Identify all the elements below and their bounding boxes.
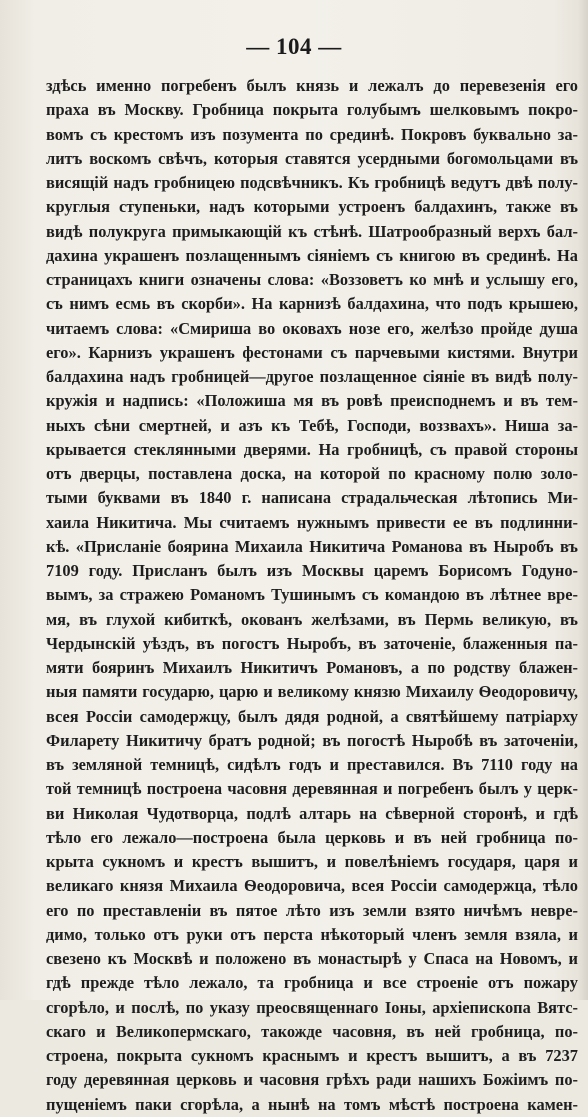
text-line: ви Николая Чудотворца, подлѣ алтарь на сѣверной сторонѣ, и гдѣ xyxy=(46,803,578,823)
text-line: той темницѣ построена часовня деревянная и погребенъ былъ у церк- xyxy=(46,779,578,799)
text-line: его по преставленіи въ пятое лѣто изъ земли взято ничѣмъ невре- xyxy=(46,900,578,920)
text-line: видѣ полукруга примыкающій къ стѣнѣ. Шатрообразный верхъ бал- xyxy=(46,221,578,241)
text-line: 7109 году. Присланъ былъ изъ Москвы царемъ Борисомъ Годуно- xyxy=(46,561,578,580)
page-number: — 104 — xyxy=(246,34,342,59)
text-line: скаго и Великопермскаго, такожде часовня, въ ней гробница, по- xyxy=(46,1021,578,1041)
text-line: строена, покрыта сукномъ краснымъ и крестъ вышитъ, а въ 7237 xyxy=(46,1046,578,1065)
text-line: круглыя ступеньки, надъ которыми устроенъ балдахинъ, также въ xyxy=(46,197,578,217)
text-line: страницахъ книги означены слова: «Воззоветъ ко мнѣ и услышу его, xyxy=(46,270,578,289)
text-line: крывается стеклянными дверями. На гробницѣ, съ правой стороны xyxy=(46,439,578,459)
text-line: тыми буквами въ 1840 г. написана страдальческая лѣтопись Ми- xyxy=(46,488,578,508)
text-line: кружія и надпись: «Положиша мя въ ровѣ преисподнемъ и въ тем- xyxy=(46,391,578,411)
text-line: читаемъ слова: «Смириша во оковахъ нозе его, желѣзо пройде душа xyxy=(46,318,578,338)
text-line: его». Карнизъ украшенъ фестонами съ парчевыми кистями. Внутри xyxy=(46,342,578,362)
text-line: балдахина надъ гробницей—другое позлащенное сіяніе въ видѣ полу- xyxy=(46,367,578,386)
text-line: ныхъ сѣни смертней, и азъ къ Тебѣ, Господи, воззвахъ». Ниша за- xyxy=(46,415,578,435)
text-line: димо, только отъ руки отъ перста нѣкоторый членъ земля взяла, и xyxy=(46,924,578,944)
text-line: мяти бояринъ Михаилъ Никитичъ Романовъ, а по родству блажен- xyxy=(46,658,578,677)
text-line: въ земляной темницѣ, сидѣлъ годъ и преставился. Въ 7110 году на xyxy=(46,755,578,774)
text-line: вомъ съ крестомъ изъ позумента по срединѣ. Покровъ буквально за- xyxy=(46,124,578,144)
text-line: хаила Никитича. Мы считаемъ нужнымъ привести ее въ подлинни- xyxy=(46,512,578,532)
text-line: отъ дверцы, поставлена доска, на которой по красному полю золо- xyxy=(46,464,578,483)
text-line: дахина украшенъ позлащеннымъ сіяніемъ съ книгою въ срединѣ. На xyxy=(46,245,578,265)
text-line: кѣ. «Присланіе боярина Михаила Никитича Романова въ Ныробъ въ xyxy=(46,536,578,556)
text-line: Филарету Никитичу братъ родной; въ погостѣ Ныробѣ въ заточеніи, xyxy=(46,730,578,750)
text-line: мя, въ глухой кибиткѣ, окованъ желѣзами, въ Пермь великую, въ xyxy=(46,609,578,629)
text-line: съ нимъ есмь въ скорби». На карнизѣ балдахина, что подъ крышею, xyxy=(46,294,578,314)
text-line: праха въ Москву. Гробница покрыта голубымъ шелковымъ покро- xyxy=(46,100,578,120)
text-line: году деревянная церковь и часовня грѣхъ ради нашихъ Божіимъ по- xyxy=(46,1070,578,1090)
text-line: тѣло его лежало—построена была церковь и въ ней гробница по- xyxy=(46,827,578,847)
body-text xyxy=(46,74,578,1117)
text-line: великаго князя Михаила Ѳеодоровича, всея Россіи самодержца, тѣло xyxy=(46,876,578,896)
text-line: висящій надъ гробницею подсвѣчникъ. Къ гробницѣ ведутъ двѣ полу- xyxy=(46,173,578,192)
text-line: ныя памяти государю, царю и великому князю Михаилу Ѳеодоровичу, xyxy=(46,682,578,702)
text-line: вымъ, за стражею Романомъ Тушинымъ съ командою въ лѣтнее вре- xyxy=(46,585,578,605)
text-line: пущеніемъ паки сгорѣла, а нынѣ на томъ мѣстѣ построена камен- xyxy=(46,1094,578,1114)
text-line: здѣсь именно погребенъ былъ князь и лежалъ до перевезенія его xyxy=(46,76,578,95)
text-line: сгорѣло, и послѣ, по указу преосвященнаго Іоны, архіепископа Вятс- xyxy=(46,997,578,1017)
text-line: свезено къ Москвѣ и положено въ монастырѣ у Спаса на Новомъ, и xyxy=(46,949,578,968)
text-line: Чердынскій уѣздъ, въ погостъ Ныробъ, въ заточеніе, блаженныя па- xyxy=(46,633,578,653)
text-line: гдѣ прежде тѣло лежало, та гробница и все строеніе отъ пожару xyxy=(46,973,578,993)
text-line: крыта сукномъ и крестъ вышитъ, и повелѣніемъ государя, царя и xyxy=(46,852,578,871)
text-line: всея Россіи самодержцу, былъ дядя родной, а святѣйшему патріарху xyxy=(46,706,578,726)
text-line: литъ воскомъ свѣчъ, которыя ставятся усердными богомольцами въ xyxy=(46,148,578,168)
page-edge-shadow xyxy=(578,0,588,1000)
